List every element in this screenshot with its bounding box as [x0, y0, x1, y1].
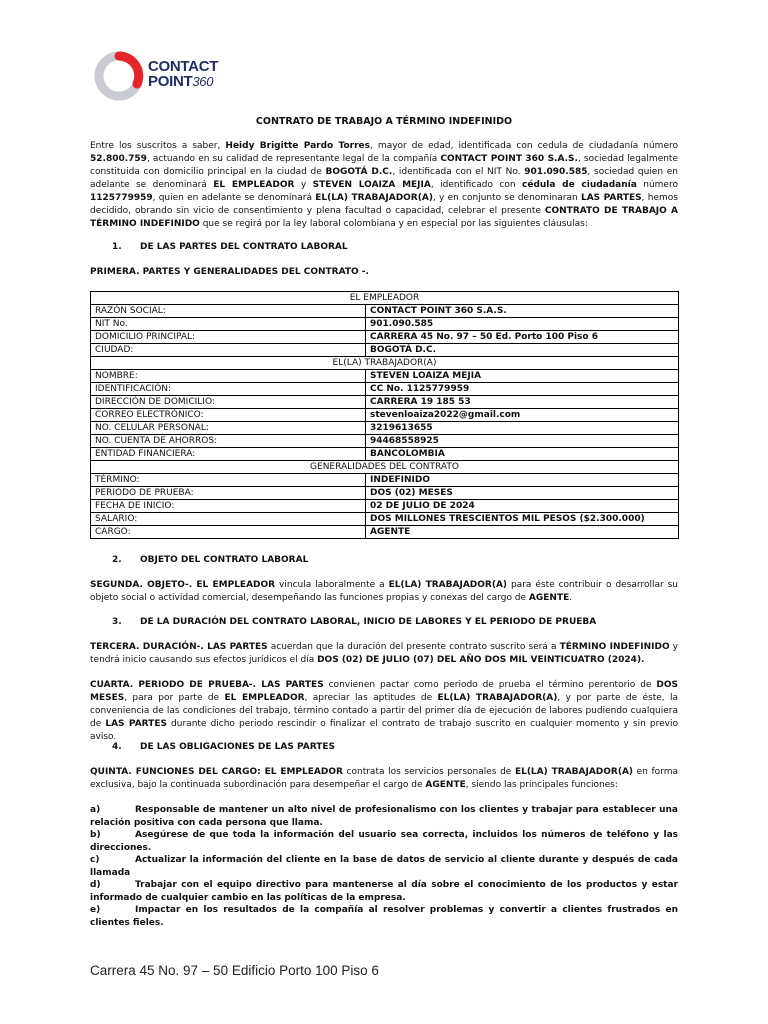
text-run: , y por parte de éste, la conveniencia de las condiciones del trabajo, término contado a partir del primer día de ejecución de labores pudiendo cualquiera de	[90, 693, 678, 729]
table-row	[91, 474, 679, 487]
list-item-text: Responsable de mantener un alto nivel de profesionalismo con los clientes y trabajar para establecer una relación positiva con cada persona que llama.	[90, 805, 678, 828]
text-run: EL(LA) TRABAJADOR(A)	[388, 580, 508, 590]
table-header-cell: EL(LA) TRABAJADOR(A)	[91, 357, 679, 370]
table-value-cell: DOS MILLONES TRESCIENTOS MIL PESOS ($2.300.000)	[366, 513, 679, 526]
text-run: durante dicho periodo rescindir o finalizar el contrato de trabajo suscrito en cualquier momento y sin previo aviso.	[90, 719, 678, 742]
text-run: número	[636, 180, 678, 190]
table-row	[91, 331, 679, 344]
contract-parties-table	[90, 291, 679, 539]
list-marker: b)	[90, 830, 101, 840]
text-run: CONTRATO DE TRABAJO A TÉRMINO INDEFINIDO	[90, 206, 678, 229]
table-row	[91, 500, 679, 513]
table-key-cell: SALARIO:	[91, 513, 366, 526]
company-logo-text	[148, 59, 218, 89]
text-run: CONTACT POINT 360 S.A.S.	[440, 154, 578, 164]
table-key-cell: TÉRMINO:	[91, 474, 366, 487]
text-run: , sociedad legalmente constituida con domicilio principal en la ciudad de	[90, 154, 678, 177]
text-run: CUARTA. PERIODO DE PRUEBA-. LAS PARTES	[90, 680, 324, 690]
table-value-cell: 94468558925	[366, 435, 679, 448]
table-key-cell: DOMICILIO PRINCIPAL:	[91, 331, 366, 344]
table-section-header	[91, 292, 679, 305]
text-run: Heidy Brigitte Pardo Torres	[225, 141, 371, 151]
table-row	[91, 435, 679, 448]
table-value-cell: STEVEN LOAIZA MEJIA	[366, 370, 679, 383]
list-item	[90, 904, 678, 929]
text-run: , actuando en su calidad de representante legal de la compañía	[146, 154, 441, 164]
text-run: DOS (02) DE JULIO (07) DEL AÑO DOS MIL VEINTICUATRO (2024).	[317, 655, 645, 665]
text-run: , para por parte de	[124, 693, 225, 703]
text-run: TERCERA. DURACIÓN-. LAS PARTES	[90, 642, 268, 652]
table-row	[91, 370, 679, 383]
text-run: y tendrá inicio causando sus efectos jurídicos el día	[90, 642, 679, 665]
section-title: OBJETO DEL CONTRATO LABORAL	[140, 555, 309, 565]
list-item	[90, 829, 678, 854]
text-run: .	[569, 593, 573, 603]
section-title: DE LAS OBLIGACIONES DE LAS PARTES	[140, 742, 336, 752]
table-key-cell: NO. CUENTA DE AHORROS:	[91, 435, 366, 448]
document-title: CONTRATO DE TRABAJO A TÉRMINO INDEFINIDO	[255, 116, 513, 127]
text-run: 901.090.585	[524, 167, 588, 177]
text-run: , quien en adelante se denominará	[152, 193, 316, 203]
text-run: vincula laboralmente a	[275, 580, 389, 590]
list-item-text: Impactar en los resultados de la compañía al resolver problemas y convertir a clientes frustrados en clientes fieles.	[90, 905, 678, 928]
text-run: , mayor de edad, identificada con cedula de ciudadanía número	[370, 141, 678, 151]
list-item-text: Trabajar con el equipo directivo para mantenerse al día sobre el conocimiento de los productos y estar informado de cualquier cambio en las políticas de la empresa.	[90, 880, 678, 903]
text-run: cédula de ciudadanía	[522, 180, 637, 190]
text-run: 1125779959	[90, 193, 153, 203]
table-row	[91, 344, 679, 357]
table-value-cell: AGENTE	[366, 526, 679, 539]
text-run: EL EMPLEADOR	[224, 693, 305, 703]
list-item-text: Asegúrese de que toda la información del usuario sea correcta, incluidos los números de teléfono y las direcciones.	[90, 830, 678, 853]
text-run: EL(LA) TRABAJADOR(A)	[437, 693, 558, 703]
table-value-cell: 02 DE JULIO DE 2024	[366, 500, 679, 513]
text-run: , identificada con el NIT No.	[392, 167, 525, 177]
table-value-cell: CARRERA 19 185 53	[366, 396, 679, 409]
list-marker: d)	[90, 880, 101, 890]
section-3-heading	[90, 617, 596, 627]
section-2-heading	[90, 555, 308, 565]
text-run: AGENTE	[425, 780, 466, 790]
list-item	[90, 879, 678, 904]
logo-line1: CONTACT	[148, 58, 219, 75]
table-key-cell: CORREO ELECTRÓNICO:	[91, 409, 366, 422]
table-key-cell: NIT No.	[91, 318, 366, 331]
table-value-cell: DOS (02) MESES	[366, 487, 679, 500]
clause-cuarta	[90, 679, 678, 744]
table-row	[91, 422, 679, 435]
section-1-heading	[90, 242, 348, 252]
section-number: 1.	[112, 242, 122, 252]
table-header-cell: GENERALIDADES DEL CONTRATO	[91, 461, 679, 474]
table-row	[91, 513, 679, 526]
text-run: QUINTA. FUNCIONES DEL CARGO: EL EMPLEADOR	[90, 767, 343, 777]
text-run: STEVEN LOAIZA MEJIA	[312, 180, 431, 190]
text-run: EL EMPLEADOR	[213, 180, 295, 190]
text-run: en forma exclusiva, bajo la continuada subordinación para desempeñar el cargo de	[90, 767, 678, 790]
text-run: LAS PARTES	[105, 719, 167, 729]
text-run: 52.800.759	[90, 154, 147, 164]
list-item	[90, 804, 678, 829]
section-title: DE LA DURACIÓN DEL CONTRATO LABORAL, INICIO DE LABORES Y EL PERIODO DE PRUEBA	[140, 617, 597, 627]
table-value-cell: BANCOLOMBIA	[366, 448, 679, 461]
text-run: , apreciar las aptitudes de	[304, 693, 438, 703]
table-value-cell: INDEFINIDO	[366, 474, 679, 487]
list-item-text: Actualizar la información del cliente en la base de datos de servicio al cliente durante y después de cada llamada	[90, 855, 678, 878]
text-run: AGENTE	[528, 593, 570, 603]
table-row	[91, 487, 679, 500]
logo-number: 360	[192, 74, 214, 89]
text-run: contrata los servicios personales de	[342, 767, 515, 777]
table-row	[91, 396, 679, 409]
text-run: , sociedad quien en adelante se denominará	[90, 167, 678, 190]
text-run: TÉRMINO INDEFINIDO	[559, 642, 670, 652]
table-key-cell: NOMBRE:	[91, 370, 366, 383]
clause-tercera	[90, 641, 678, 667]
text-run: BOGOTÁ D.C.	[325, 167, 393, 177]
functions-list	[90, 804, 678, 929]
text-run: LAS PARTES	[580, 193, 642, 203]
table-key-cell: CIUDAD:	[91, 344, 366, 357]
page-footer-address: Carrera 45 No. 97 – 50 Edificio Porto 100 Piso 6	[90, 963, 379, 978]
text-run: EL(LA) TRABAJADOR(A)	[514, 767, 634, 777]
table-key-cell: PERIODO DE PRUEBA:	[91, 487, 366, 500]
text-run: SEGUNDA. OBJETO-. EL EMPLEADOR	[90, 580, 276, 590]
clause-quinta	[90, 766, 678, 792]
table-value-cell: CONTACT POINT 360 S.A.S.	[366, 305, 679, 318]
intro-paragraph	[90, 140, 678, 231]
text-run: , y en conjunto se denominaran	[432, 193, 581, 203]
text-run: que se regirá por la ley laboral colombiana y en especial por las siguientes cláusulas:	[199, 219, 588, 229]
table-row	[91, 448, 679, 461]
table-key-cell: ENTIDAD FINANCIERA:	[91, 448, 366, 461]
text-run: , hemos decidido, obrando sin vicio de consentimiento y plena facultad o capacidad, celebrar el presente	[90, 193, 678, 216]
table-section-header	[91, 461, 679, 474]
table-row	[91, 409, 679, 422]
text-run: Entre los suscritos a saber,	[90, 141, 226, 151]
table-key-cell: NO. CELULAR PERSONAL:	[91, 422, 366, 435]
text-run: para éste contribuir o desarrollar su objeto social o actividad comercial, desempeñando las funciones propias y conexas del cargo de	[90, 580, 678, 603]
text-run: y	[294, 180, 313, 190]
table-key-cell: IDENTIFICACIÓN:	[91, 383, 366, 396]
text-run: , siendo las principales funciones:	[465, 780, 618, 790]
section-title: DE LAS PARTES DEL CONTRATO LABORAL	[140, 242, 348, 252]
text-run: DOS MESES	[90, 680, 678, 703]
text-run: , identificado con	[430, 180, 522, 190]
list-marker: e)	[90, 905, 101, 915]
table-key-cell: CARGO:	[91, 526, 366, 539]
table-key-cell: FECHA DE INICIO:	[91, 500, 366, 513]
table-value-cell: CC No. 1125779959	[366, 383, 679, 396]
table-value-cell: 901.090.585	[366, 318, 679, 331]
list-marker: a)	[90, 805, 101, 815]
table-value-cell: BOGOTÁ D.C.	[366, 344, 679, 357]
table-row	[91, 526, 679, 539]
table-value-cell: CARRERA 45 No. 97 – 50 Ed. Porto 100 Piso 6	[366, 331, 679, 344]
table-key-cell: DIRECCIÓN DE DOMICILIO:	[91, 396, 366, 409]
list-marker: c)	[90, 855, 100, 865]
section-number: 2.	[112, 555, 122, 565]
section-4-heading	[90, 742, 335, 752]
list-item	[90, 854, 678, 879]
logo-line2: POINT	[148, 73, 193, 90]
table-key-cell: RAZÓN SOCIAL:	[91, 305, 366, 318]
table-row	[91, 383, 679, 396]
section-number: 3.	[112, 617, 122, 627]
clause-primera: PRIMERA. PARTES Y GENERALIDADES DEL CONTRATO -.	[90, 267, 369, 277]
text-run: EL(LA) TRABAJADOR(A)	[315, 193, 433, 203]
table-value-cell: 3219613655	[366, 422, 679, 435]
text-run: acuerdan que la duración del presente contrato suscrito será a	[267, 642, 560, 652]
table-header-cell: EL EMPLEADOR	[91, 292, 679, 305]
table-section-header	[91, 357, 679, 370]
table-row	[91, 305, 679, 318]
table-row	[91, 318, 679, 331]
clause-segunda	[90, 579, 678, 605]
text-run: convienen pactar como periodo de prueba el término perentorio de	[323, 680, 657, 690]
table-value-cell: stevenloaiza2022@gmail.com	[366, 409, 679, 422]
section-number: 4.	[112, 742, 122, 752]
